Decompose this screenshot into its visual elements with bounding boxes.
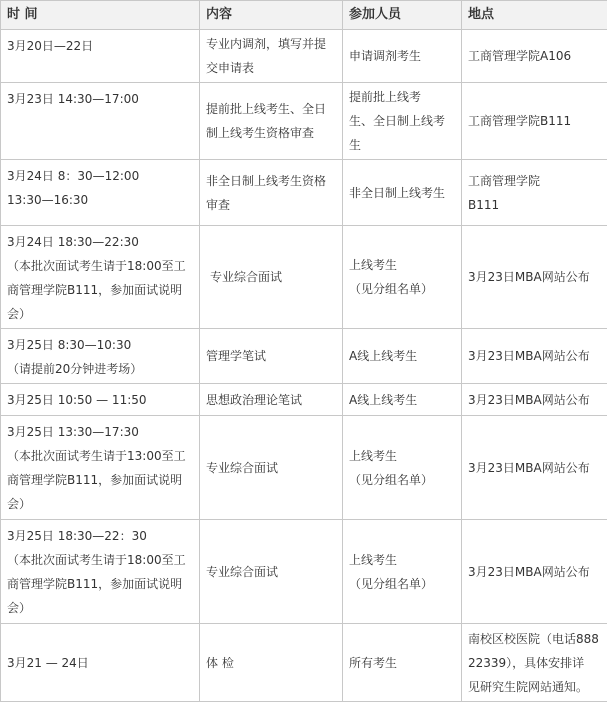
cell-participants: 上线考生 （见分组名单）	[343, 520, 462, 624]
cell-location: 3月23日MBA网站公布	[462, 520, 607, 624]
cell-content: 体 检	[200, 624, 343, 702]
header-row	[1, 1, 607, 30]
cell-content: 专业综合面试	[200, 520, 343, 624]
table-row	[1, 416, 607, 520]
cell-content: 管理学笔试	[200, 329, 343, 384]
cell-participants: 非全日制上线考生	[343, 160, 462, 226]
cell-content: 提前批上线考生、全日 制上线考生资格审查	[200, 83, 343, 160]
cell-time: 3月24日 18:30—22:30 （本批次面试考生请于18:00至工 商管理学院B111，参加面试说明 会）	[1, 226, 200, 329]
cell-time: 3月25日 18:30—22：30 （本批次面试考生请于18:00至工 商管理学院B111，参加面试说明 会）	[1, 520, 200, 624]
cell-location: 3月23日MBA网站公布	[462, 416, 607, 520]
header-participants: 参加人员	[343, 1, 462, 30]
cell-time: 3月21 — 24日	[1, 624, 200, 702]
table-row	[1, 624, 607, 702]
cell-participants: A线上线考生	[343, 329, 462, 384]
cell-location: 3月23日MBA网站公布	[462, 329, 607, 384]
cell-content: 专业综合面试	[200, 416, 343, 520]
cell-content: 专业综合面试	[200, 226, 343, 329]
cell-location: 3月23日MBA网站公布	[462, 226, 607, 329]
cell-time: 3月25日 13:30—17:30 （本批次面试考生请于13:00至工 商管理学院B111，参加面试说明 会）	[1, 416, 200, 520]
table-row	[1, 226, 607, 329]
cell-location: 3月23日MBA网站公布	[462, 384, 607, 416]
header-location: 地点	[462, 1, 607, 30]
table-row	[1, 30, 607, 83]
cell-time: 3月25日 10:50 — 11:50	[1, 384, 200, 416]
cell-time: 3月20日—22日	[1, 30, 200, 83]
table-row	[1, 329, 607, 384]
cell-participants: 提前批上线考 生、全日制上线考 生	[343, 83, 462, 160]
cell-participants: A线上线考生	[343, 384, 462, 416]
cell-participants: 上线考生 （见分组名单）	[343, 416, 462, 520]
cell-location: 工商管理学院 B111	[462, 160, 607, 226]
cell-participants: 申请调剂考生	[343, 30, 462, 83]
table-row	[1, 160, 607, 226]
header-time: 时 间	[1, 1, 200, 30]
cell-location: 工商管理学院A106	[462, 30, 607, 83]
cell-location: 工商管理学院B111	[462, 83, 607, 160]
cell-content: 思想政治理论笔试	[200, 384, 343, 416]
header-content: 内容	[200, 1, 343, 30]
cell-content: 非全日制上线考生资格 审查	[200, 160, 343, 226]
cell-participants: 上线考生 （见分组名单）	[343, 226, 462, 329]
cell-time: 3月24日 8：30—12:00 13:30—16:30	[1, 160, 200, 226]
table-row	[1, 384, 607, 416]
table-row	[1, 520, 607, 624]
cell-participants: 所有考生	[343, 624, 462, 702]
table-row	[1, 83, 607, 160]
cell-content: 专业内调剂，填写并提 交申请表	[200, 30, 343, 83]
cell-time: 3月25日 8:30—10:30 （请提前20分钟进考场）	[1, 329, 200, 384]
cell-location: 南校区校医院（电话888 22339），具体安排详 见研究生院网站通知。	[462, 624, 607, 702]
cell-time: 3月23日 14:30—17:00	[1, 83, 200, 160]
